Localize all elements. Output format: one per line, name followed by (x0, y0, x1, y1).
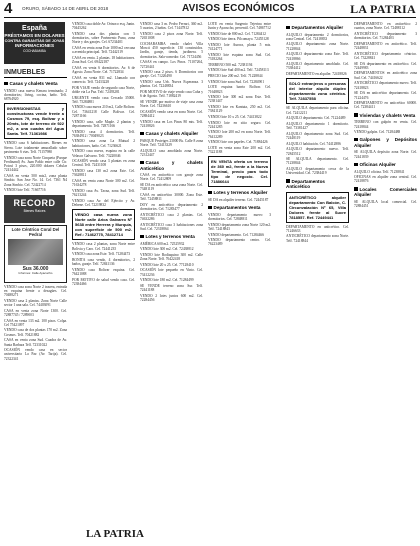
classified-ad: VENDO galpón. Cel. 71284488 (354, 130, 401, 135)
record-ad-brand: RECORD (13, 197, 56, 208)
classified-ad: LOTE esquina barrio Bolívar. Cel. 71648823 (208, 85, 271, 94)
classified-ad: VENDO departamento nuevo 3 dormitorios. Cel. 72848811 (208, 212, 271, 222)
classified-ad: OCASIÓN vendo casa en zona Norte. Cel. 72884412 (140, 109, 203, 119)
category-heading: Lotes y terrenos Venta (140, 234, 203, 240)
lote-ad-photo (8, 239, 63, 265)
classified-ad: DEPARTAMENTO en alquiler. 72418826 (286, 72, 347, 77)
classified-ad: VENDO departamento. Cel. 71284466 (208, 232, 264, 237)
section-title: AVISOS ECONÓMICOS (182, 3, 295, 14)
classified-ad: ANTICRÉTICO casa 3 habitaciones zona Sud. Cel. 72318864 (140, 222, 203, 231)
lote-ad-sub: Informes: Calle Ayacucho (18, 270, 53, 275)
category-heading: Oficinas Alquiler (354, 162, 417, 168)
classified-ad: PRECIO lote 200 m2. Telf. 71228844 (208, 74, 263, 79)
boxed-ad: SOLO extranjeros o personas del interior alquilo dúplex departamento zona céntrica. Telf. 72837558 (286, 78, 349, 104)
classified-ad: VENDO casa Urb. Nueva Esperanza. 3 plantas. Cel. 72248834 (140, 80, 203, 89)
classified-ad: CASA en venta zona Norte 300 m2. Cel. 71634278 (72, 178, 135, 188)
classified-ad: OFICINAS en alquiler zona central. Cel. 72418876 (354, 175, 417, 184)
classified-ad: VENDO lote de 800 m2. Cel. 71284412 (208, 31, 266, 36)
classified-ad: DEPARTAMENTO en anticrético. Cel. 71246633 (286, 224, 349, 233)
classified-ad: VENDO casa 2 plantas, zona Norte entre Bolivia y Caro. Cel. 72441235 (72, 242, 135, 251)
classified-ad: VENDO lote con papeles. Cel. 71884426 (208, 140, 268, 145)
boxed-ad: VENDO casa nueva zona Norte calle Arica Galvarro Nº 5638 entre Herrera y Murquía, con superficie de 500 m2. Ref.: 71462775, 78412714 (72, 209, 135, 240)
classified-ad: CASA en venta 500 mts2, zona planta Simbio. San Jose No. 14. Cel. 7361 N4 Zona Simbio. Cel. 72422714 (4, 174, 67, 187)
classified-ad: SE DA departamento en anticrético. Cel. 72449983 (354, 61, 417, 70)
category-heading: Casas y chalets Anticrético (140, 160, 203, 171)
classified-ad: VENDO casa doble Av. Orinoco esq. Junin. 70445262 (72, 22, 135, 31)
classified-ad: VENDO departamento centro. Cel. 76223489 (208, 238, 271, 247)
classified-ad: VENDO lote 300 m2. Cel. 72438812 (140, 247, 194, 252)
classified-ad: VENDO lote 200 m2 en zona Norte. Telf. 76412289 (208, 130, 271, 139)
classified-ad: VENDO lote Telf. 71667716 (4, 188, 46, 193)
boxed-ad: EN VENTA oferta un terreno de 360 m2, frente a la Nueva Terminal, precio para todo tipo de negocio. Cel. 71886644 (208, 156, 271, 187)
bullet-square-icon (354, 138, 358, 142)
column-2 (72, 22, 135, 540)
classified-ad: ANTICRÉTICO departamento 3 dormitorios. Cel. 71284403 (354, 31, 417, 41)
bullet-square-icon (140, 161, 144, 165)
classified-ad: CASA en venta 831 m2. Llamado con comercio. Telf. 72433228 (72, 75, 135, 85)
classified-ad: VENDO casa zona Norte 2 trasera, entrada en esquina frente a desagües. Cel. 70488271 (4, 284, 67, 298)
classified-ad: VENDO casa dos plantas con 5 dormitorios, sobre Pavimento Puno, zona Norte y dos garajes. Cel. 67234401 (72, 31, 135, 45)
bullet-square-icon (286, 26, 290, 30)
newspaper-logo: LA PATRIA (350, 2, 416, 16)
page-number: 4 (4, 0, 13, 17)
bullet-square-icon (354, 163, 358, 167)
category-heading: Viviendas y chalets Venta (354, 113, 417, 119)
classified-ad: VENDO casa zona Norte Cinqueta (Parque Ferdinand) Av. Juan Pablo entre calle Ctr. Potosí 3 pisos, 220.000 dolares Celular 72414442 (4, 155, 67, 173)
classified-ad: VENDO casa en Los Pinos 80 mts. Telf. 72418826 (140, 119, 203, 128)
classified-ad: POR MOTIVO de viaje vendo casa Cuba y 6 de Agosto. Telf. 71882419 (140, 89, 203, 99)
bullet-square-icon (208, 191, 212, 195)
classified-ad: VENDO casa 2 pisos. 6 Dormitorios con garaje. Cel. 71226490 (140, 70, 203, 79)
classified-ad: SE DA en anticrético casa zona Norte. Cel. 73481119 (140, 183, 203, 192)
classified-ad: ALQUILO departamento zona Este. Telf. 72418866 (286, 52, 349, 61)
classified-ad: ANTICRÉTICO departamento nuevo. Telf. 72418823 (354, 81, 417, 90)
classified-ad: VENDO lote Sud 400 m2. Telf. 72458113 (208, 68, 269, 73)
classified-ad: SE DA en anticrético departamento. Cel. 71224476 (354, 91, 417, 100)
category-heading: Galpones y Depósitos Alquiler (354, 137, 417, 148)
boxed-ad: ANTICRÉTICO alquiler departamento Con Balcón, C. Circunvalación Nº 65, Villa Dolores frente al Sucre 7818557. Ref. 72449441 (286, 192, 349, 223)
classified-ad: VENDO casa 4 dormitorios. Telf. 76384912 / 70049023 (72, 129, 135, 138)
classified-ad: ALQUILO habitación. Cel. 74412886 (286, 141, 341, 146)
espana-ad-line3: INFORMACIONES (14, 43, 55, 49)
classified-ad: VENDO casa 2 pisos zona Norte. Telf. 72651008 (140, 31, 203, 41)
classified-ad: LOTE en venta Sargento Tejerina entre Junin y Ayacucho, percentil. Cel. 74867712 (208, 22, 271, 31)
classified-ad: CASA en venta zona Este 1000 m2 cercana a avenida principal. Telf. 72442119 (72, 46, 135, 55)
column-4 (208, 22, 271, 540)
classified-ad: VENDO casa Av. del Ejército y Av. Dehene. Cel. 72219832 (72, 198, 135, 208)
classified-ad: ALQUILO departamento nuevo. Telf. 72845512 (286, 147, 349, 156)
classified-ad: SE ALQUILA departamento. Cel. 71238844 (286, 157, 349, 166)
classified-ad: SE ALQUILA local comercial. Cel. 72884451 (354, 199, 417, 208)
classified-ad: SE ALQUILA departamento para oficina. Cel. 72412211 (286, 106, 349, 115)
classified-ad: CASA en anticrético 30000. Zona Este. Telf. 72458811 (140, 192, 203, 202)
classified-ad: OCASIÓN vendo casa en sector universitario La Paz (Av. Tarija). Cel. 72322341 (4, 348, 67, 361)
classified-ad: ANTICRÉTICO departamento céntrico. Cel. 73228841 (354, 51, 417, 60)
classified-ad: CASA en venta 133 m2. 100 pisos. Colpa. Cel 75421097 (4, 318, 67, 327)
classified-ad: VENDO lote 180 m2. Cel. 71284499 (140, 278, 194, 283)
bullet-square-icon (140, 132, 144, 136)
column-1 (4, 22, 67, 540)
classified-ad: ANTICRÉTICO casa 2 plantas. Cel. 74632286 (140, 212, 203, 222)
category-heading: Casas y chalets Alquiler (140, 131, 203, 137)
classified-ad: CASA en venta zona Norte 1300. Cel. 72887745 / 7289003 (4, 308, 67, 317)
classified-ad: VENDO lote zona Sud. Cel. 72284901 (208, 79, 264, 84)
classified-ad: VENDO lote 300 m2 zona Este. Telf. 72381447 (208, 95, 271, 104)
classified-ad: POR MOTIVO de salud vendo casa. Cel. 72384466 (72, 277, 135, 286)
bullet-square-icon (354, 187, 358, 191)
classified-ad: VENDO casa 130 m2 zona Este. Cel. 73628811 (72, 169, 135, 178)
bottom-newspaper-logo: LA PATRIA (86, 528, 144, 540)
classified-ad: VENDO casa Bolivar esquina. Cel. 76421088 (72, 267, 135, 276)
classified-ad: LOTE en venta zona Este 200 m2. Cel. 73221188 (208, 145, 271, 155)
classified-ad: AMÉRICA 600 m2. 72525932 (140, 241, 185, 246)
classified-ad: ALQUILO departamento. Cel. 71224489 (286, 116, 346, 121)
page-header (4, 0, 416, 18)
lote-ad-price: Sus 36.000 (22, 265, 49, 272)
column-5 (286, 22, 349, 540)
espana-ad-brand: España (22, 25, 47, 32)
classified-ad: ALQUILO departamento zona Norte. 71228844 (286, 42, 349, 51)
classified-ad: OCASIÓN vendo casa 3 plantas en zona Central. Telf. 72431108 (72, 159, 135, 168)
classified-ad: VENDO lote en sitio seguro. Cel. 72441285 (208, 120, 271, 129)
classified-ad: VENDO lote tierra. Pilcomayo. 72455128 (208, 37, 269, 42)
espana-ad-line4: COCHABAMBA (23, 48, 46, 53)
category-heading: Departamentos Anticrético (286, 178, 325, 190)
classified-ad: OCASIÓN lote pequeño en Vinto. Cel. 73412236 (140, 268, 203, 277)
classified-ad: ALQUILO departamento amoblado. Cel. 73384412 (286, 62, 349, 71)
espana-ad-line2: CONTRA GARANTÍAS DE JOYAS (4, 38, 65, 43)
lote-ad-title: Lote Céntrico Coral Del Pedral (11, 226, 60, 237)
classified-ad: VENDO casa nueva, esquina en la calle Velasco Galvarro. Telf. 73220046 (72, 149, 135, 158)
classified-ad: CASAS en campo. Los Pinos. 71107264, 72720441 (140, 60, 203, 69)
classified-ad: CASA en anticrético con garaje zona Norte. Cel. 72412809 (140, 173, 203, 182)
classified-ad: VENDO casa, calle Maple. 2 plantas y departamento. Telf. 72871166 (72, 119, 135, 128)
espana-ad-line1: PRÉSTAMOS EN DOLARES (4, 33, 65, 38)
category-heading: Lotes y terrenos Alquiler (208, 190, 271, 196)
classified-ad: VENDO 2 lotes juntos 600 m2. Cel. 72284456 (140, 293, 203, 303)
classified-ad: DEPARTAMENTO en anticrético 2 cuartos, zona Norte. Cel. 72488112 (354, 22, 417, 31)
classified-ad: VENDO departamento zona Norte 120 m2. Telf. 72418843 (208, 222, 271, 231)
classified-ad: VENDO casa 2 plantas. Zona Norte Calle sector 1 una sala. Cel. 74403091 (4, 298, 67, 308)
classified-ad: VENDO lote Rodiaquino 300 m2. Calle Zona Norte. Telf. 76422418 (140, 252, 203, 262)
boxed-ad: INVERSIONISTAS y constructoras vende frente a Cosmos 79, esq. Bolivar y a 20mts, lote de terreno de 922 m2, a una cuadra del Agua Santa. Telf. 71361986 (4, 103, 67, 139)
page-date: ORURO, SÁBADO 14 DE ABRIL DE 2018 (22, 6, 109, 11)
record-ad-sub: Bienes Raíces (23, 208, 46, 213)
classified-ad: VENDO lote 10 x 25. Cel. 74413822 (208, 114, 262, 119)
classified-ad: ALQUILO casa amoblada zona Norte. 72312447 (140, 148, 203, 157)
record-ad (4, 195, 65, 223)
category-heading: Locales Comerciales Alquiler (354, 186, 417, 198)
classified-ad: VENDO casa 6 habitaciones. Bienes en Sierra. Lote totalmente amurallado sobre pavimento 6 vias. Telf. 71157980 (4, 141, 67, 154)
bullet-square-icon (140, 235, 144, 239)
column-6 (354, 22, 417, 540)
classified-ad: VENDO casa 3 m. Pedro Ferrari, 360 m2. 5 cuartos, 2 baños. Cel. 71447812 (140, 22, 203, 31)
classified-ad: SE VENDE por motivo de viaje casa zona Norte. Cel. 74236610 (140, 99, 203, 109)
bullet-square-icon (354, 113, 358, 117)
classified-ad: VENDO casa nueva 210 m2, Calle Bolivar. Cel. 73641218 Calle Bolivar. Cel. 72871166 (72, 105, 135, 119)
classified-ad: VENDO casa nueva Kenara terminada; 2 dormitorios; living, cocina, baño. Telf. 68764920 (4, 88, 67, 102)
column-3 (140, 22, 203, 540)
classified-ad: CASA en venta. 2 plantas. 18 habitaciones. Zona Sud. Cel. 69422187 (72, 55, 135, 65)
classified-ad: VENDO casa zona Este. Telf. 71284473 (72, 252, 131, 257)
classified-ad: CASA en venta zona Sud. Cuadra de Av. Santa Barbara Telf. 72331022 (4, 338, 67, 347)
classified-ad: DEPARTAMENTO en anticrético 60000. Cel. 72384411 (354, 101, 417, 110)
espana-ad (4, 22, 65, 64)
classified-ad: TERRENO con galpón en venta. Cel. 72418844 (354, 120, 417, 129)
classified-ad: CASA en venta 6 dormitorios. Av. 6 de Agosto. Zona Norte. Cel. 71722834 (72, 65, 135, 75)
classified-ad: BONITA casa vendo, 4 dormitorios, 2 baños, garaje. Telf. 72841136 (72, 257, 135, 267)
classified-ad: VENDO lote 20 x 25. Cel. 77128410 (140, 262, 194, 267)
classified-ad: TERRENO 500 m2. 72381194 (208, 62, 253, 67)
classified-ad: URGENTE vendo casa Cercado 35000. Telf. 75284881 (72, 95, 135, 104)
classified-ad: VENDO lote esquina zona Sud. Cel. 73182264 (208, 52, 271, 62)
classified-ad: SE DA en alquiler terreno. Cel. 72445187 (208, 197, 269, 202)
classified-ad: VENDO lote Aurora, planta 5 mts. 74124771 (208, 43, 271, 52)
classified-ad: DEPARTAMENTO en anticrético. Telf. 72448831 (354, 41, 417, 51)
bullet-square-icon (208, 206, 212, 210)
lote-ad (4, 225, 67, 283)
classified-ad: VENDO lote en Kantuta, 250 m2. Cel. 73841129 (208, 105, 271, 114)
classified-ad: DEPARTAMENTOS en anticrético zona Sud. Cel. 74416622 (354, 71, 417, 80)
classified-ad: SE ALQUILA depósito zona Norte. Cel. 72441839 (354, 150, 417, 159)
classified-ad: ALQUILO oficina. Telf. 71238841 (354, 169, 405, 174)
classified-ad: PARQUE Pesteiges 23000 Bs. Calle 8 zona Norte. Telf. 72413329 (140, 138, 203, 147)
classified-ad: ALQUILO departamento cerca de la Universidad. Cel. 72384419 (286, 167, 349, 176)
classified-ad: VENDO casa zona La Mutual 2 habitaciones, baño. Cel. 71236621 (72, 139, 135, 148)
classified-ad: SE VENDE terreno zona Sur. Telf. 72441188 (140, 283, 203, 293)
classified-ad: ALQUILO departamento zona Sud. Cel. 72448119 (286, 131, 349, 141)
bullet-square-icon (286, 179, 290, 183)
classified-ad: VENDO casa de dos plantas 170 m2. Zona Cosmos. Telf. 70421882 (4, 328, 67, 337)
classified-ad: ALQUILO departamento 2 dormitorios, zona Central. Cel. 72418833 (286, 32, 349, 41)
category-heading: Casas y chalets Venta (4, 81, 67, 87)
category-heading: Departamentos Alquiler (286, 25, 349, 31)
classified-ad: DOY en anticrético departamento 2 dormitorios. Cel. 71283477 (140, 202, 203, 212)
classified-ad: ANTICRÉTICO departamento zona Norte. Telf. 72418844 (286, 234, 349, 243)
classified-ad: ALQUILO departamento 1 dormitorio. Telf. 73381427 (286, 121, 349, 131)
section-heading: INMUEBLES (4, 68, 67, 78)
classified-ad: COCHABAMBA vendo chalet Villa Moscú 450 superficie. 130 construidos. Jardín, garaje, tienda, jardinera. 5 dormitorios. Sala-comedor. Cel. 71724456 (140, 41, 203, 59)
classified-ad: POR VIAJE vendo de segundo casa Norte, doble via La Paz. Telf. 72493281 (72, 85, 135, 94)
category-heading: Departamentos Venta (208, 205, 271, 211)
bullet-square-icon (4, 82, 8, 86)
classified-ad: VENDO casa Av. Tacna, zona Sud. Telf. 76213244 (72, 188, 135, 198)
